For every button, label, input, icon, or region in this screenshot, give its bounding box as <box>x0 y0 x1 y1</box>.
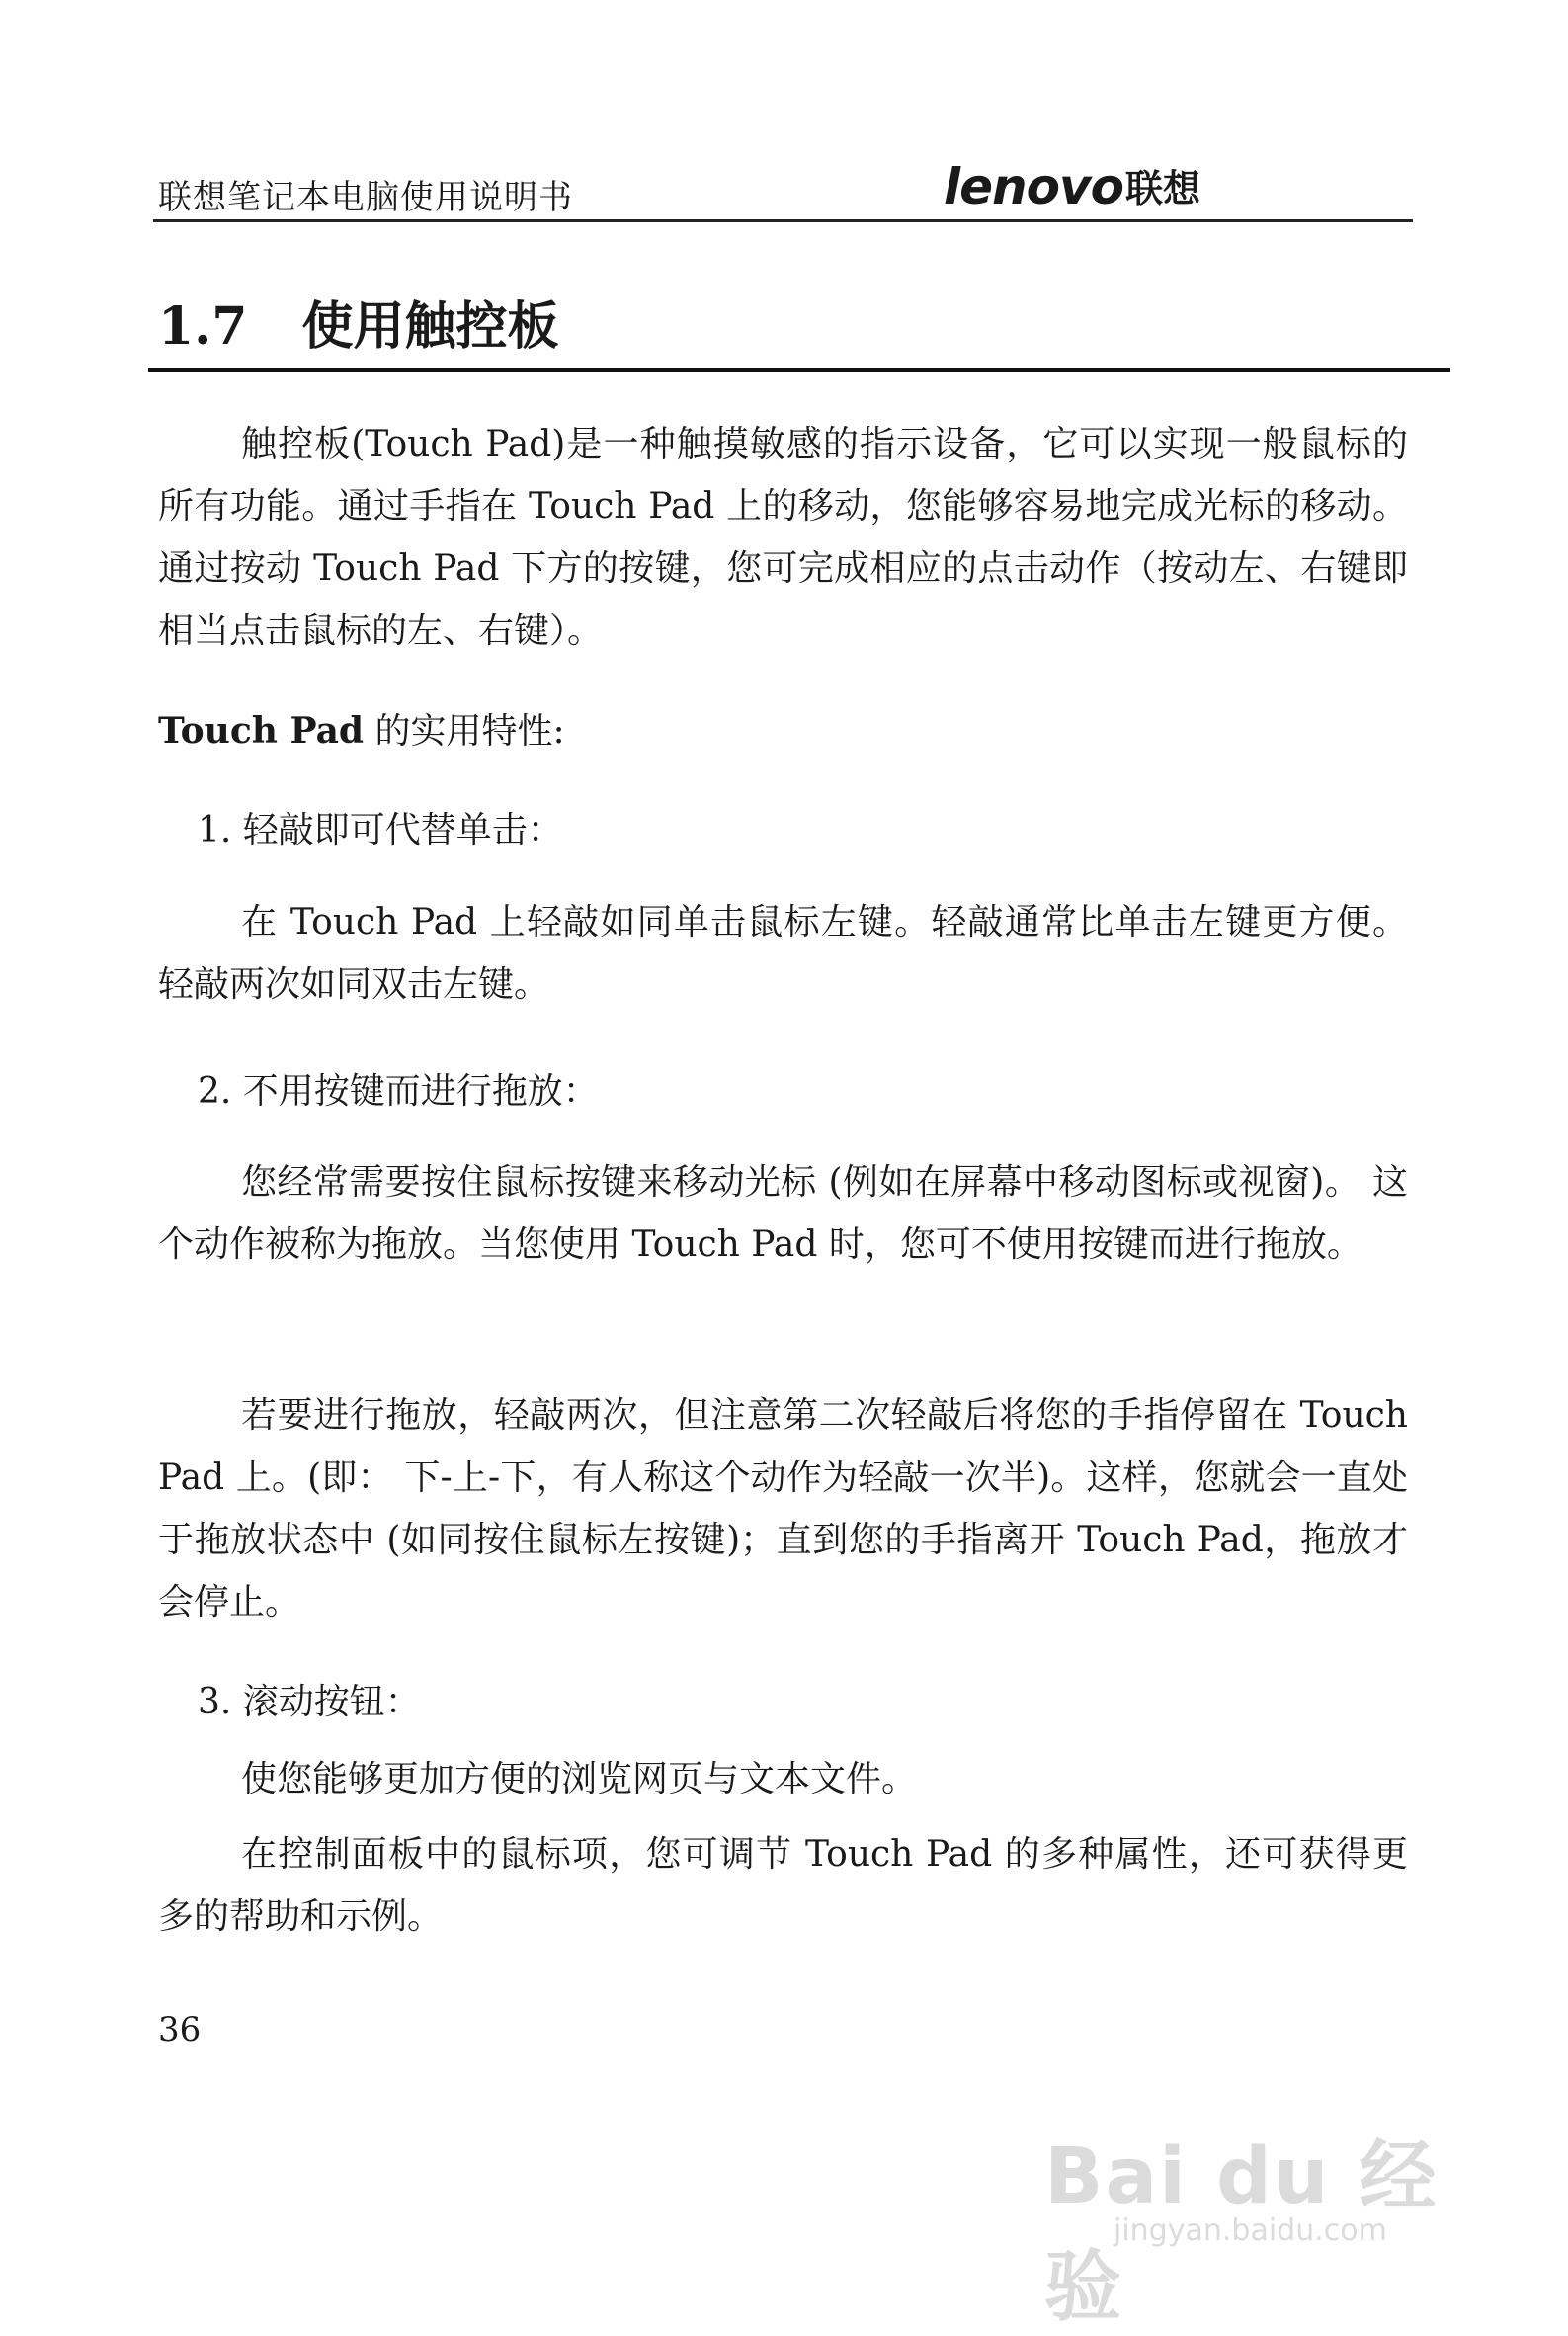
features-heading <box>158 704 565 754</box>
header-divider <box>153 219 1413 222</box>
item2-paragraph-2: 若要进行拖放，轻敲两次，但注意第二次轻敲后将您的手指停留在 Touch Pad 上。(即： 下-上-下，有人称这个动作为轻敲一次半)。这样，您就会一直处于拖放状态中 (如同按住鼠标左按键)；直到您的手指离开 Touch Pad，拖放才会停止。 <box>158 1395 1408 1623</box>
section-number: 1.7 <box>158 296 248 357</box>
section-divider <box>148 368 1450 372</box>
item3-paragraph: 使您能够更加方便的浏览网页与文本文件。 <box>241 1759 918 1799</box>
features-heading-bold: Touch Pad <box>158 710 365 752</box>
watermark-url: jingyan.baidu.com <box>1114 2213 1387 2248</box>
item2-title: 2. 不用按键而进行拖放： <box>198 1071 599 1112</box>
item1-paragraph: 在 Touch Pad 上轻敲如同单击鼠标左键。轻敲通常比单击左键更方便。轻敲两次如同双击左键。 <box>158 902 1408 1005</box>
document-header-title: 联想笔记本电脑使用说明书 <box>158 178 573 217</box>
watermark-brand: Bai du 经验 <box>1044 2132 1439 2332</box>
item2-paragraph-1: 您经常需要按住鼠标按键来移动光标 (例如在屏幕中移动图标或视窗)。 这个动作被称为拖放。当您使用 Touch Pad 时，您可不使用按键而进行拖放。 <box>158 1162 1408 1265</box>
features-heading-rest: 的实用特性: <box>364 711 565 752</box>
logo-chinese: 联想 <box>1124 167 1200 210</box>
intro-paragraph: 触控板(Touch Pad)是一种触摸敏感的指示设备，它可以实现一般鼠标的所有功能。通过手指在 Touch Pad 上的移动，您能够容易地完成光标的移动。通过按动 Touch Pad 下方的按键，您可完成相应的点击动作（按动左、右键即相当点击鼠标的左、右键）。 <box>158 424 1408 651</box>
item3-title: 3. 滚动按钮： <box>198 1682 421 1722</box>
section-title-text: 使用触控板 <box>301 297 559 357</box>
baidu-watermark <box>1044 2075 1459 2332</box>
item1-title: 1. 轻敲即可代替单击： <box>198 810 563 851</box>
lenovo-logo <box>944 156 1200 215</box>
logo-wordmark: lenovo <box>944 158 1123 215</box>
page-number: 36 <box>158 2010 202 2049</box>
section-heading <box>158 285 558 359</box>
closing-paragraph: 在控制面板中的鼠标项，您可调节 Touch Pad 的多种属性，还可获得更多的帮助和示例。 <box>158 1834 1408 1937</box>
